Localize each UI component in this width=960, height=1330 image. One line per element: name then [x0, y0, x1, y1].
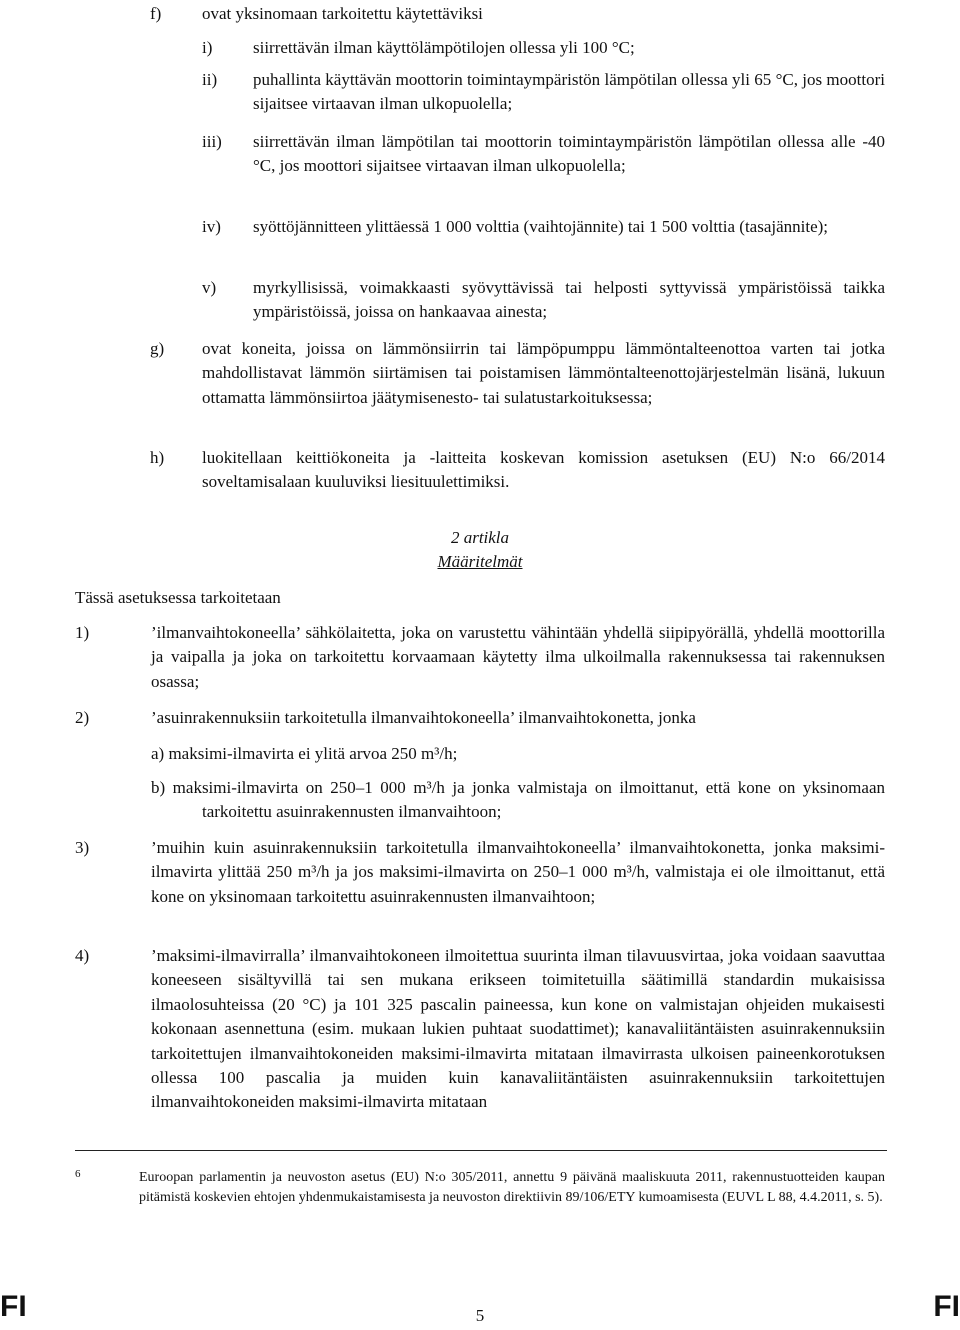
item-f-iii-text: siirrettävän ilman lämpötilan tai moottorin toimintaympäristön lämpötilan ollessa alle -40 °C, jos moottori sijaitsee virtaavan ilman ulkopuolella; — [253, 132, 885, 176]
footer-language-left: FI — [0, 1290, 27, 1323]
definition-2-label: 2) — [75, 708, 90, 727]
item-g-label: g) — [150, 339, 165, 358]
definition-4-text: ’maksimi-ilmavirralla’ ilmanvaihtokoneen ilmoitettua suurinta ilman tilavuusvirtaa, joka voidaan saavuttaa koneeseen sisältyvillä tai sen mukana erikseen toimitetuilla säätimillä standardin mukaisissa ilmaolosuhteissa (20 °C) ja 101 325 pascalin paineessa, kun kone on valmistajan ohjeiden mukaisesti kokonaan asennettuna (esim. mukaan lukien puhtaat suodattimet); kanavaliitäntäisten asuinrakennuksiin tarkoitettujen ilmanvaihtokoneiden maksimi-ilmavirta mitataan ilmavirrasta ulkoisen paineenkorotuksen ollessa 100 pascalia ja muiden kuin kanavaliitäntäisten asuinrakennuksiin tarkoitettujen ilmanvaihtokoneiden maksimi-ilmavirta mitataan — [151, 946, 885, 1112]
item-f-i-text: siirrettävän ilman käyttölämpötilojen ollessa yli 100 °C; — [253, 38, 635, 57]
article-title: Määritelmät — [437, 552, 523, 571]
item-f-label: f) — [150, 4, 162, 23]
definition-4-label: 4) — [75, 946, 90, 965]
page-number: 5 — [475, 1306, 485, 1325]
definition-1-label: 1) — [75, 623, 90, 642]
item-f-v-label: v) — [202, 278, 217, 297]
definition-3-label: 3) — [75, 838, 90, 857]
item-f-ii-text: puhallinta käyttävän moottorin toimintaympäristön lämpötilan ollessa yli 65 °C, jos moottori sijaitsee virtaavan ilman ulkopuolella; — [253, 70, 885, 114]
definition-2-sub-a: a) maksimi-ilmavirta ei ylitä arvoa 250 m³/h; — [151, 744, 458, 763]
footer-language-right: FI — [933, 1290, 960, 1323]
definition-2-text: ’asuinrakennuksiin tarkoitetulla ilmanvaihtokoneella’ ilmanvaihtokonetta, jonka — [151, 708, 696, 727]
article-number: 2 artikla — [450, 528, 510, 547]
article-intro: Tässä asetuksessa tarkoitetaan — [75, 588, 281, 607]
item-f-text: ovat yksinomaan tarkoitettu käytettäviksi — [202, 4, 483, 23]
footnote-text: Euroopan parlamentin ja neuvoston asetus (EU) N:o 305/2011, annettu 9 päivänä maaliskuuta 2011, rakennustuotteiden kaupan pitämistä koskevien ehtojen yhdenmukaistamisesta ja neuvoston direktiivin 89/106/ETY kumoamisesta (EUVL L 88, 4.4.2011, s. 5). — [139, 1170, 885, 1205]
item-f-iv-label: iv) — [202, 217, 221, 236]
definition-1-text: ’ilmanvaihtokoneella’ sähkölaitetta, joka on varustettu vähintään yhdellä siipipyörällä, yhdellä moottorilla ja vaipalla ja joka on tarkoitettu korvaamaan käytetty ilma ulkoilmalla rakennuksessa tai rakennuksen osassa; — [151, 623, 885, 691]
item-h-text: luokitellaan keittiökoneita ja -laitteita koskevan komission asetuksen (EU) N:o 66/2014 soveltamisalaan kuuluviksi liesituulettimiksi. — [202, 448, 885, 492]
item-g-text: ovat koneita, joissa on lämmönsiirrin tai lämpöpumppu lämmöntalteenottoa varten tai jotka mahdollistavat lämmön siirtämisen tai poistamisen lämmöntalteenottojärjestelmän lisänä, lukuun ottamatta lämmönsiirtoa jäätymisenesto- tai sulatustarkoituksessa; — [202, 339, 885, 407]
item-f-iv-text: syöttöjännitteen ylittäessä 1 000 volttia (vaihtojännite) tai 1 500 volttia (tasajännite); — [253, 217, 829, 236]
footnote-marker: 6 — [75, 1168, 81, 1180]
item-f-iii-label: iii) — [202, 132, 222, 151]
item-f-ii-label: ii) — [202, 70, 218, 89]
footnote-separator — [75, 1150, 887, 1151]
item-h-label: h) — [150, 448, 165, 467]
definition-3-text: ’muihin kuin asuinrakennuksiin tarkoitetulla ilmanvaihtokoneella’ ilmanvaihtokonetta, jonka maksimi-ilmavirta ylittää 250 m³/h ja jos maksimi-ilmavirta on 250–1 000 m³/h, valmistaja ei ole ilmoittanut, että kone on yksinomaan tarkoitettu asuinrakennusten ilmanvaihtoon; — [151, 838, 885, 906]
item-f-v-text: myrkyllisissä, voimakkaasti syövyttävissä tai helposti syttyvissä ympäristöissä taikka ympäristöissä, joissa on hankaavaa ainesta; — [253, 278, 885, 322]
item-f-i-label: i) — [202, 38, 213, 57]
definition-2-sub-b: b) maksimi-ilmavirta on 250–1 000 m³/h ja jonka valmistaja on ilmoittanut, että kone on yksinomaan tarkoitettu asuinrakennusten ilmanvaihtoon; — [151, 778, 885, 822]
